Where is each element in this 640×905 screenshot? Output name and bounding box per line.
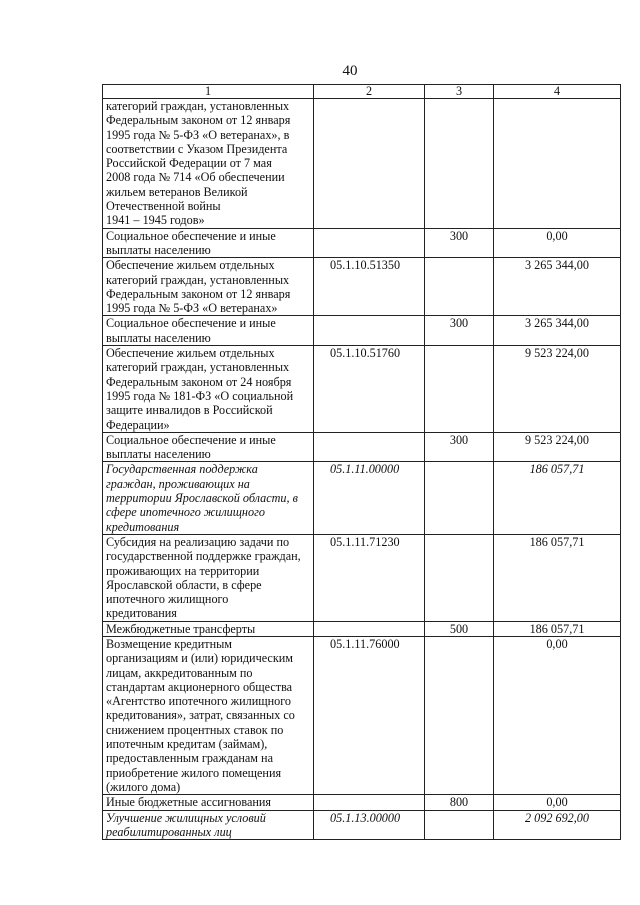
row-code-cell <box>314 228 425 258</box>
row-name-cell <box>103 795 314 810</box>
row-name-cell-text: Социальное обеспечение и иные выплаты населению <box>106 228 276 257</box>
row-group-cell-text: 300 <box>449 228 469 243</box>
row-name-cell <box>103 99 314 229</box>
row-code-cell-text: 05.1.13.00000 <box>330 810 401 825</box>
table-row <box>103 636 621 794</box>
row-code-cell <box>314 432 425 462</box>
row-amount-cell-text: 186 057,71 <box>529 621 585 636</box>
row-name-cell <box>103 810 314 840</box>
row-name-cell <box>103 432 314 462</box>
row-code-cell-text: 05.1.11.76000 <box>330 636 400 651</box>
row-group-cell <box>425 258 494 316</box>
row-name-cell <box>103 534 314 621</box>
row-amount-cell <box>494 258 621 316</box>
row-name-cell-text: Обеспечение жильем отдельных категорий граждан, установленных Федеральным законом от 12 января 1995 года № 5-ФЗ «О ветеранах» <box>106 258 291 316</box>
row-name-cell <box>103 346 314 433</box>
row-amount-cell-text: 186 057,71 <box>529 534 585 549</box>
row-name-cell <box>103 462 314 534</box>
row-group-cell <box>425 636 494 794</box>
row-name-cell-text: Улучшение жилищных условий реабилитированных лиц <box>106 810 266 839</box>
row-name-cell-text: Государственная поддержка граждан, проживающих на территории Ярославской области, в сфере ипотечного жилищного кредитования <box>106 462 298 534</box>
row-amount-cell-text: 0,00 <box>546 795 568 810</box>
row-code-cell <box>314 795 425 810</box>
row-amount-cell-text: 9 523 224,00 <box>525 346 589 361</box>
table-row <box>103 432 621 462</box>
row-code-cell-text: 05.1.10.51350 <box>330 258 401 273</box>
row-amount-cell <box>494 432 621 462</box>
row-code-cell <box>314 99 425 229</box>
row-amount-cell <box>494 810 621 840</box>
row-amount-cell <box>494 316 621 346</box>
row-group-cell <box>425 432 494 462</box>
row-code-cell <box>314 462 425 534</box>
header-cell-4: 4 <box>494 85 621 99</box>
row-group-cell <box>425 99 494 229</box>
row-amount-cell-text: 0,00 <box>546 636 568 651</box>
row-code-cell <box>314 810 425 840</box>
row-code-cell <box>314 346 425 433</box>
row-amount-cell <box>494 462 621 534</box>
table-row <box>103 810 621 840</box>
table-row <box>103 228 621 258</box>
row-amount-cell <box>494 99 621 229</box>
row-code-cell <box>314 258 425 316</box>
row-name-cell <box>103 621 314 636</box>
table-row <box>103 795 621 810</box>
row-group-cell <box>425 621 494 636</box>
row-code-cell <box>314 316 425 346</box>
row-amount-cell-text: 9 523 224,00 <box>525 432 589 447</box>
row-group-cell <box>425 810 494 840</box>
row-group-cell-text: 300 <box>449 432 469 447</box>
table-row <box>103 99 621 229</box>
row-name-cell-text: Обеспечение жильем отдельных категорий граждан, установленных Федеральным законом от 24 ноября 1995 года № 181-ФЗ «О социальной защите инвалидов в Российской Федерации» <box>106 346 294 432</box>
row-name-cell <box>103 316 314 346</box>
row-name-cell-text: Социальное обеспечение и иные выплаты населению <box>106 432 276 462</box>
table-row <box>103 346 621 433</box>
table-row <box>103 534 621 621</box>
row-amount-cell-text: 3 265 344,00 <box>525 258 589 273</box>
row-group-cell-text: 300 <box>449 316 469 331</box>
row-name-cell-text: Социальное обеспечение и иные выплаты населению <box>106 316 276 345</box>
row-amount-cell <box>494 636 621 794</box>
table-row <box>103 462 621 534</box>
header-cell-2: 2 <box>314 85 425 99</box>
table-row <box>103 316 621 346</box>
page-number: 40 <box>342 63 358 79</box>
row-name-cell-text: категорий граждан, установленных Федеральным законом от 12 января 1995 года № 5-ФЗ «О ветеранах», в соответствии с Указом Президента Российской Федерации от 7 мая 2008 года № 714 «Об обеспечении жильем ветеранов Великой Отечественной войны 1941 – 1945 годов» <box>106 99 291 228</box>
row-amount-cell-text: 186 057,71 <box>529 462 585 477</box>
header-cell-1: 1 <box>103 85 314 99</box>
row-amount-cell-text: 3 265 344,00 <box>525 316 589 331</box>
table-row <box>103 621 621 636</box>
row-code-cell-text: 05.1.10.51760 <box>330 346 401 361</box>
row-group-cell <box>425 228 494 258</box>
row-amount-cell-text: 2 092 692,00 <box>525 810 589 825</box>
budget-table <box>102 84 621 840</box>
table-row <box>103 258 621 316</box>
row-amount-cell-text: 0,00 <box>546 228 568 243</box>
row-name-cell <box>103 636 314 794</box>
row-code-cell <box>314 636 425 794</box>
row-code-cell <box>314 534 425 621</box>
row-name-cell-text: Субсидия на реализацию задачи по государственной поддержке граждан, проживающих на территории Ярославской области, в сфере ипотечного жилищного кредитования <box>106 534 301 621</box>
row-group-cell <box>425 795 494 810</box>
row-name-cell <box>103 258 314 316</box>
row-amount-cell <box>494 534 621 621</box>
row-name-cell-text: Иные бюджетные ассигнования <box>106 795 272 810</box>
row-group-cell <box>425 534 494 621</box>
row-group-cell <box>425 462 494 534</box>
row-code-cell-text: 05.1.11.71230 <box>330 534 400 549</box>
row-amount-cell <box>494 346 621 433</box>
row-group-cell <box>425 346 494 433</box>
row-amount-cell <box>494 795 621 810</box>
row-name-cell-text: Межбюджетные трансферты <box>106 621 256 636</box>
row-group-cell-text: 800 <box>449 795 469 810</box>
row-group-cell-text: 500 <box>449 621 469 636</box>
row-name-cell <box>103 228 314 258</box>
row-group-cell <box>425 316 494 346</box>
row-amount-cell <box>494 228 621 258</box>
row-name-cell-text: Возмещение кредитным организациям и (или) юридическим лицам, аккредитованным по стандартам акционерного общества «Агентство ипотечного жилищного кредитования», затрат, связанных со снижением процентных ставок по ипотечным кредитам (займам), предоставленным гражданам на приобретение жилого помещения (жилого дома) <box>106 636 295 794</box>
table-header-row <box>103 85 621 99</box>
row-code-cell <box>314 621 425 636</box>
row-amount-cell <box>494 621 621 636</box>
row-code-cell-text: 05.1.11.00000 <box>330 462 400 477</box>
header-cell-3: 3 <box>425 85 494 99</box>
